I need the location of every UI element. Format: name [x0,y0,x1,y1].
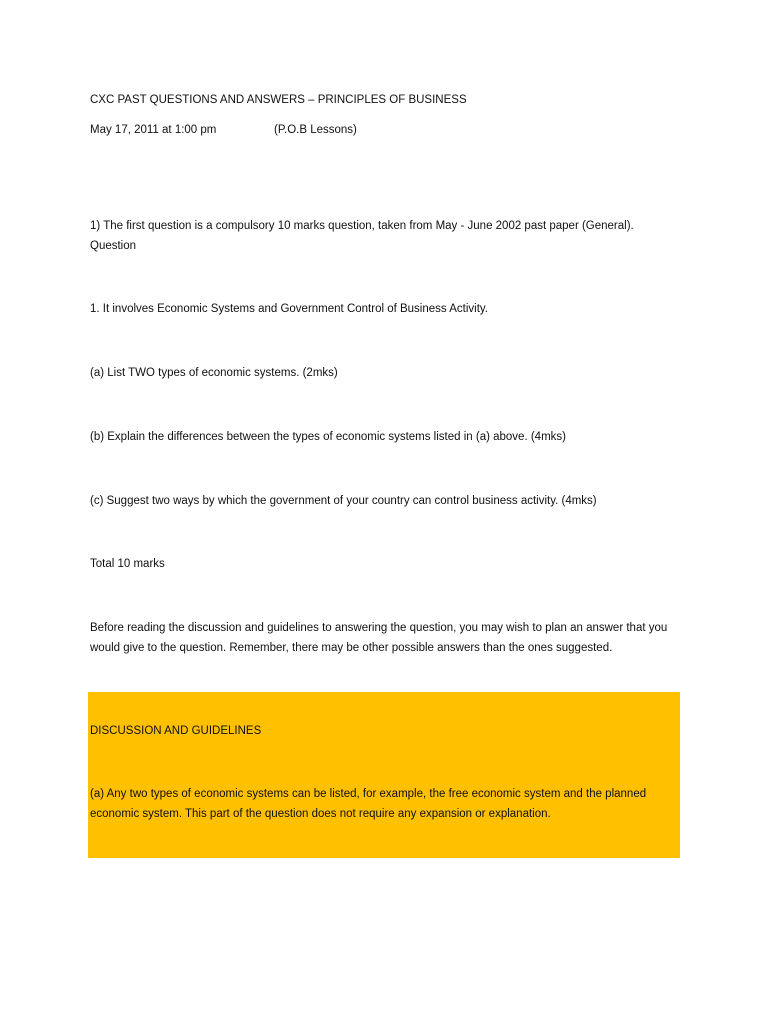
question-part-c: (c) Suggest two ways by which the government of your country can control business activity. (4mks) [90,495,597,507]
question-part-b: (b) Explain the differences between the types of economic systems listed in (a) above. (4mks) [90,431,566,443]
total-marks: Total 10 marks [90,558,165,570]
intro-paragraph: 1) The first question is a compulsory 10 marks question, taken from May - June 2002 past paper (General). Question [90,220,634,252]
advice-paragraph: Before reading the discussion and guidelines to answering the question, you may wish to plan an answer that you would give to the question. Remember, there may be other possible answers than the ones suggested. [90,622,668,654]
discussion-highlight-box [88,692,680,858]
question-part-a: (a) List TWO types of economic systems. (2mks) [90,367,338,379]
discussion-answer-a: (a) Any two types of economic systems can be listed, for example, the free economic system and the planned economic system. This part of the question does not require any expansion or explanation. [90,788,647,820]
question-topic: 1. It involves Economic Systems and Government Control of Business Activity. [90,303,488,315]
discussion-heading: DISCUSSION AND GUIDELINES [90,725,262,737]
document-meta [90,120,357,140]
post-category: (P.O.B Lessons) [274,124,357,136]
post-date: May 17, 2011 at 1:00 pm [90,124,217,136]
document-title: CXC PAST QUESTIONS AND ANSWERS – PRINCIPLES OF BUSINESS [90,94,467,106]
